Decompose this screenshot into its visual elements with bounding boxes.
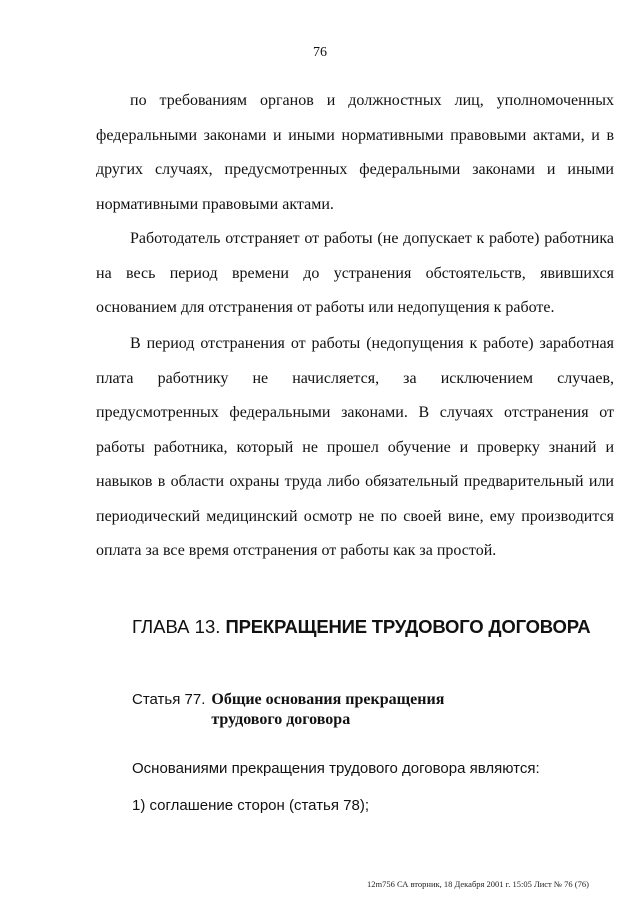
chapter-heading bbox=[132, 616, 622, 638]
chapter-label: ГЛАВА 13. bbox=[132, 616, 221, 637]
page-number: 76 bbox=[313, 45, 327, 60]
article-label: Статья 77. bbox=[132, 691, 206, 708]
chapter-title: ПРЕКРАЩЕНИЕ ТРУДОВОГО ДОГОВОРА bbox=[225, 616, 591, 637]
footer-stamp: 12m756 СА вторник, 18 Декабря 2001 г. 15:05 Лист № 76 (76) bbox=[367, 879, 589, 889]
grounds-item-1: 1) соглашение сторон (статья 78); bbox=[132, 797, 370, 814]
paragraph-wages: В период отстранения от работы (недопущения к работе) заработная плата работнику не начисляется, за исключением случаев, предусмотренных федеральными законами. В случаях отстранения от работы работника, который не прошел обучение и проверку знаний и навыков в области охраны труда либо обязательный предварительный или периодический медицинский осмотр не по своей вине, ему производится оплата за все время отстранения от работы как за простой. bbox=[96, 335, 614, 559]
article-heading bbox=[132, 690, 471, 730]
paragraph-suspension: Работодатель отстраняет от работы (не допускает к работе) работника на весь период времени до устранения обстоятельств, явившихся основанием для отстранения от работы или недопущения к работе. bbox=[96, 230, 614, 316]
article-title: Общие основания прекращения трудового договора bbox=[211, 691, 445, 728]
grounds-intro: Основаниями прекращения трудового договора являются: bbox=[132, 760, 540, 777]
paragraph-continuation: по требованиям органов и должностных лиц, уполномоченных федеральными законами и иными нормативными правовыми актами, и в других случаях, предусмотренных федеральными законами и иными нормативными правовыми актами. bbox=[96, 92, 614, 213]
